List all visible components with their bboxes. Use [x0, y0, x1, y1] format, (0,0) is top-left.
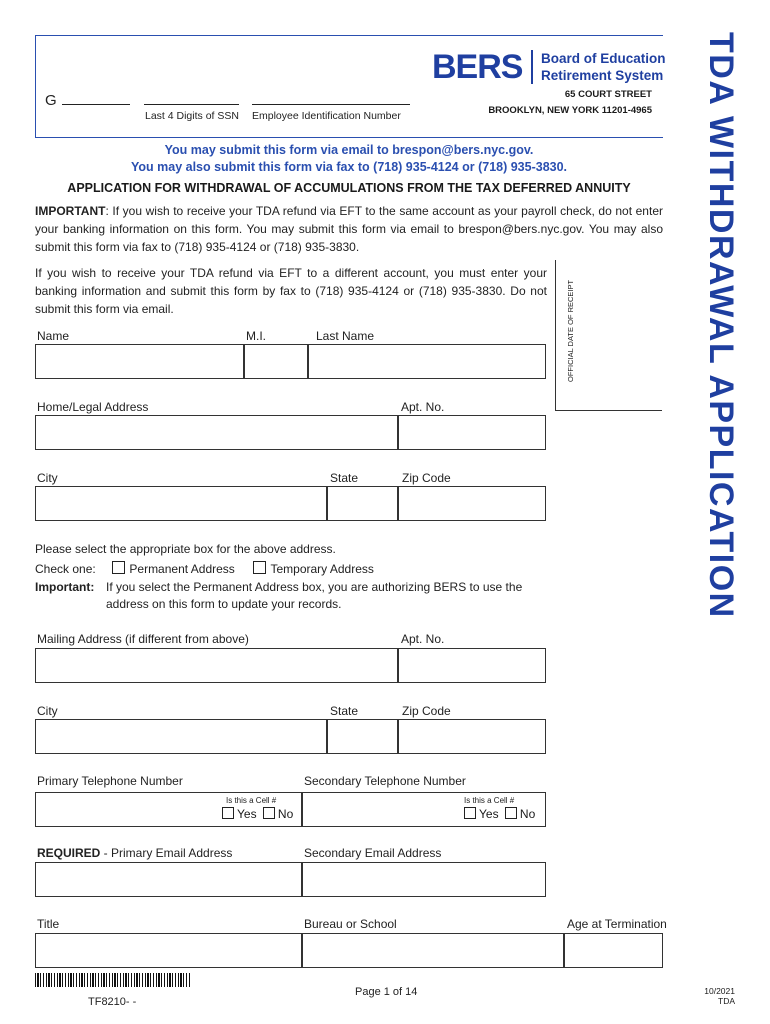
apt2-label: Apt. No.	[401, 632, 445, 646]
secondary-cell-yes-checkbox[interactable]	[464, 807, 476, 819]
permanent-note-2: address on this form to update your records.	[106, 597, 342, 611]
form-title: APPLICATION FOR WITHDRAWAL OF ACCUMULATIONS FROM THE TAX DEFERRED ANNUITY	[67, 181, 631, 195]
mi-label: M.I.	[246, 329, 266, 343]
apt2-field[interactable]	[398, 648, 546, 683]
secondary-email-label: Secondary Email Address	[304, 846, 442, 860]
ein-line[interactable]	[252, 104, 410, 105]
city2-field[interactable]	[35, 719, 327, 754]
ssn-line[interactable]	[144, 104, 239, 105]
last-name-label: Last Name	[316, 329, 375, 343]
important-paragraph: IMPORTANT: If you wish to receive your TDA refund via EFT to the same account as your payroll check, do not enter your banking information on this form. You may submit this form via email to brespon@bers.nyc.gov. You may also submit this form via fax to (718) 935-4124 or (718) 935-3830.	[35, 204, 663, 254]
bureau-field[interactable]	[302, 933, 564, 968]
primary-phone-label: Primary Telephone Number	[37, 774, 183, 788]
zip2-field[interactable]	[398, 719, 546, 754]
ssn-label: Last 4 Digits of SSN	[145, 110, 239, 122]
zip-label: Zip Code	[402, 471, 451, 485]
apt-field[interactable]	[398, 415, 546, 450]
name-label: Name	[37, 329, 70, 343]
city-field[interactable]	[35, 486, 327, 521]
secondary-cell-label: Is this a Cell #	[464, 796, 515, 805]
state2-field[interactable]	[327, 719, 398, 754]
secondary-phone-field[interactable]	[302, 792, 546, 827]
org-address: 65 COURT STREET BROOKLYN, NEW YORK 11201-4965	[488, 89, 652, 116]
state2-label: State	[330, 704, 359, 718]
last-name-field[interactable]	[308, 344, 546, 379]
g-label: G	[45, 92, 57, 109]
primary-cell-no-checkbox[interactable]	[263, 807, 275, 819]
zip2-label: Zip Code	[402, 704, 451, 718]
permanent-note-1: If you select the Permanent Address box, you are authorizing BERS to use the	[106, 580, 523, 594]
side-title: TDA WITHDRAWAL APPLICATION	[702, 32, 740, 619]
state-field[interactable]	[327, 486, 398, 521]
title-label: Title	[37, 917, 60, 931]
title-field[interactable]	[35, 933, 302, 968]
g-line[interactable]	[62, 104, 130, 105]
primary-phone-field[interactable]	[35, 792, 302, 827]
address-instruction: Please select the appropriate box for the above address.	[35, 542, 336, 556]
age-field[interactable]	[564, 933, 663, 968]
home-address-field[interactable]	[35, 415, 398, 450]
bers-logo: BERS	[432, 48, 523, 86]
primary-cell-yes-checkbox[interactable]	[222, 807, 234, 819]
form-number: TF8210- -	[88, 996, 137, 1008]
ein-label: Employee Identification Number	[252, 110, 401, 122]
revision-info: 10/2021 TDA	[704, 986, 735, 1006]
org-name: Board of Education Retirement System	[541, 51, 666, 83]
age-label: Age at Termination	[567, 917, 667, 931]
barcode-image	[35, 973, 190, 987]
zip-field[interactable]	[398, 486, 546, 521]
name-field[interactable]	[35, 344, 244, 379]
mailing-address-label: Mailing Address (if different from above)	[37, 632, 249, 646]
eft-paragraph: If you wish to receive your TDA refund via EFT to a different account, you must enter your banking information and submit this form by fax to (718) 935-4124 or (718) 935-3830. Do not submit this form via email.	[35, 266, 547, 316]
apt-label: Apt. No.	[401, 400, 445, 414]
important-label-2: Important:	[35, 580, 95, 594]
mi-field[interactable]	[244, 344, 308, 379]
primary-cell-options: Yes No	[222, 807, 293, 821]
mailing-address-field[interactable]	[35, 648, 398, 683]
submit-notice: You may submit this form via email to brespon@bers.nyc.gov. You may also submit this form via fax to (718) 935-4124 or (718) 935-3830.	[130, 143, 568, 174]
page-number: Page 1 of 14	[355, 986, 418, 998]
receipt-divider	[555, 260, 556, 410]
home-address-label: Home/Legal Address	[37, 400, 149, 414]
primary-email-field[interactable]	[35, 862, 302, 897]
temporary-checkbox[interactable]	[253, 561, 266, 574]
state-label: State	[330, 471, 359, 485]
secondary-cell-no-checkbox[interactable]	[505, 807, 517, 819]
city2-label: City	[37, 704, 58, 718]
logo-divider	[531, 50, 533, 84]
check-one-row: Check one: Permanent Address Temporary Address	[35, 562, 374, 576]
secondary-email-field[interactable]	[302, 862, 546, 897]
receipt-label: OFFICIAL DATE OF RECEIPT	[566, 279, 575, 382]
secondary-cell-options: Yes No	[464, 807, 535, 821]
primary-cell-label: Is this a Cell #	[226, 796, 277, 805]
bureau-label: Bureau or School	[304, 917, 397, 931]
primary-email-label: REQUIRED - Primary Email Address	[37, 846, 233, 860]
city-label: City	[37, 471, 58, 485]
permanent-checkbox[interactable]	[112, 561, 125, 574]
secondary-phone-label: Secondary Telephone Number	[304, 774, 466, 788]
receipt-bottom	[555, 410, 662, 411]
